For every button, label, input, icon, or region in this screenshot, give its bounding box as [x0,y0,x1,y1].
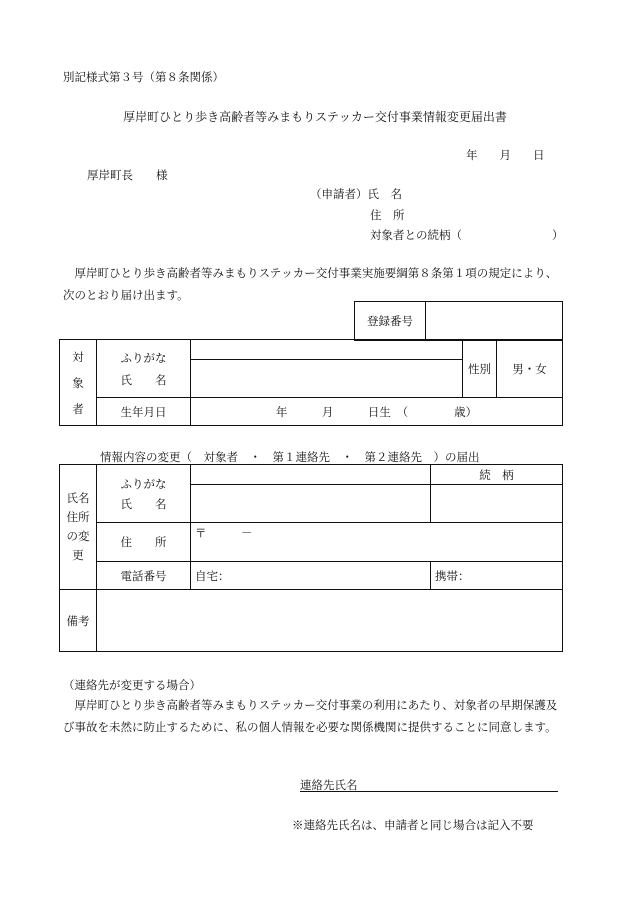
change-relation-label: 続 柄 [431,465,563,485]
relation-close: ） [552,228,564,242]
gender-label: 性別 [463,340,497,398]
date-month: 月 [499,148,511,162]
furigana-field[interactable] [191,340,463,360]
change-address-label: 住 所 [97,523,191,562]
addressee: 厚岸町長 様 [87,168,168,182]
page-title: 厚岸町ひとり歩き高齢者等みまもりステッカー交付事業情報変更届出書 [123,110,507,124]
remarks-label: 備考 [60,590,97,652]
signature-line[interactable] [300,791,558,792]
remarks-field[interactable] [97,590,563,652]
phone-label: 電話番号 [97,562,191,590]
name-labels [97,340,191,398]
form-number: 別記様式第３号（第８条関係） [63,70,224,84]
furigana-label: ふりがな [120,350,167,365]
change-name-labels [97,465,191,523]
date-year: 年 [466,148,478,162]
name-field[interactable] [191,360,463,398]
date-day: 日 [533,148,545,162]
relation-label: 対象者との続柄（ [370,228,462,242]
date-line [466,147,545,163]
change-table [59,464,563,652]
registration-number-field[interactable] [426,302,563,341]
change-relation-field[interactable] [431,485,563,523]
signature-note: ※連絡先氏名は、申請者と同じ場合は記入不要 [292,818,534,832]
change-name-field[interactable] [191,485,431,523]
subject-table [59,339,563,426]
applicant-name-label: （申請者）氏 名 [310,187,402,201]
home-phone-field[interactable]: 自宅： [191,562,431,590]
gender-value[interactable]: 男・女 [497,340,563,398]
change-furigana-field[interactable] [191,465,431,485]
section2-heading: 情報内容の変更（ 対象者 ・ 第１連絡先 ・ 第２連絡先 ）の届出 [100,450,480,464]
applicant-relation [370,227,564,243]
dob-field[interactable]: 年 月 日生 （ 歳） [191,398,563,426]
mobile-phone-field[interactable]: 携帯： [431,562,563,590]
subject-label: 対象者 [60,340,97,426]
change-name-label: 氏 名 [120,496,167,511]
dob-label: 生年月日 [97,398,191,426]
intro-paragraph: 厚岸町ひとり歩き高齢者等みまもりステッカー交付事業実施要綱第８条第１項の規定により、次のとおり届け出ます。 [63,266,558,302]
consent-body: 厚岸町ひとり歩き高齢者等みまもりステッカー交付事業の利用にあたり、対象者の早期保護及び事故を未然に防止するために、私の個人情報を必要な関係機関に提供することに同意します。 [63,698,558,734]
name-label: 氏 名 [120,372,167,387]
change-row-header: 氏名住所の変更 [60,465,97,590]
change-address-field[interactable]: 〒 － [191,523,563,562]
change-furigana-label: ふりがな [120,476,167,491]
consent-heading: （連絡先が変更する場合） [63,678,201,692]
registration-table [354,301,563,341]
registration-number-label: 登録番号 [355,302,426,341]
applicant-address-label: 住 所 [370,208,405,222]
signature-label: 連絡先氏名 [300,778,358,792]
